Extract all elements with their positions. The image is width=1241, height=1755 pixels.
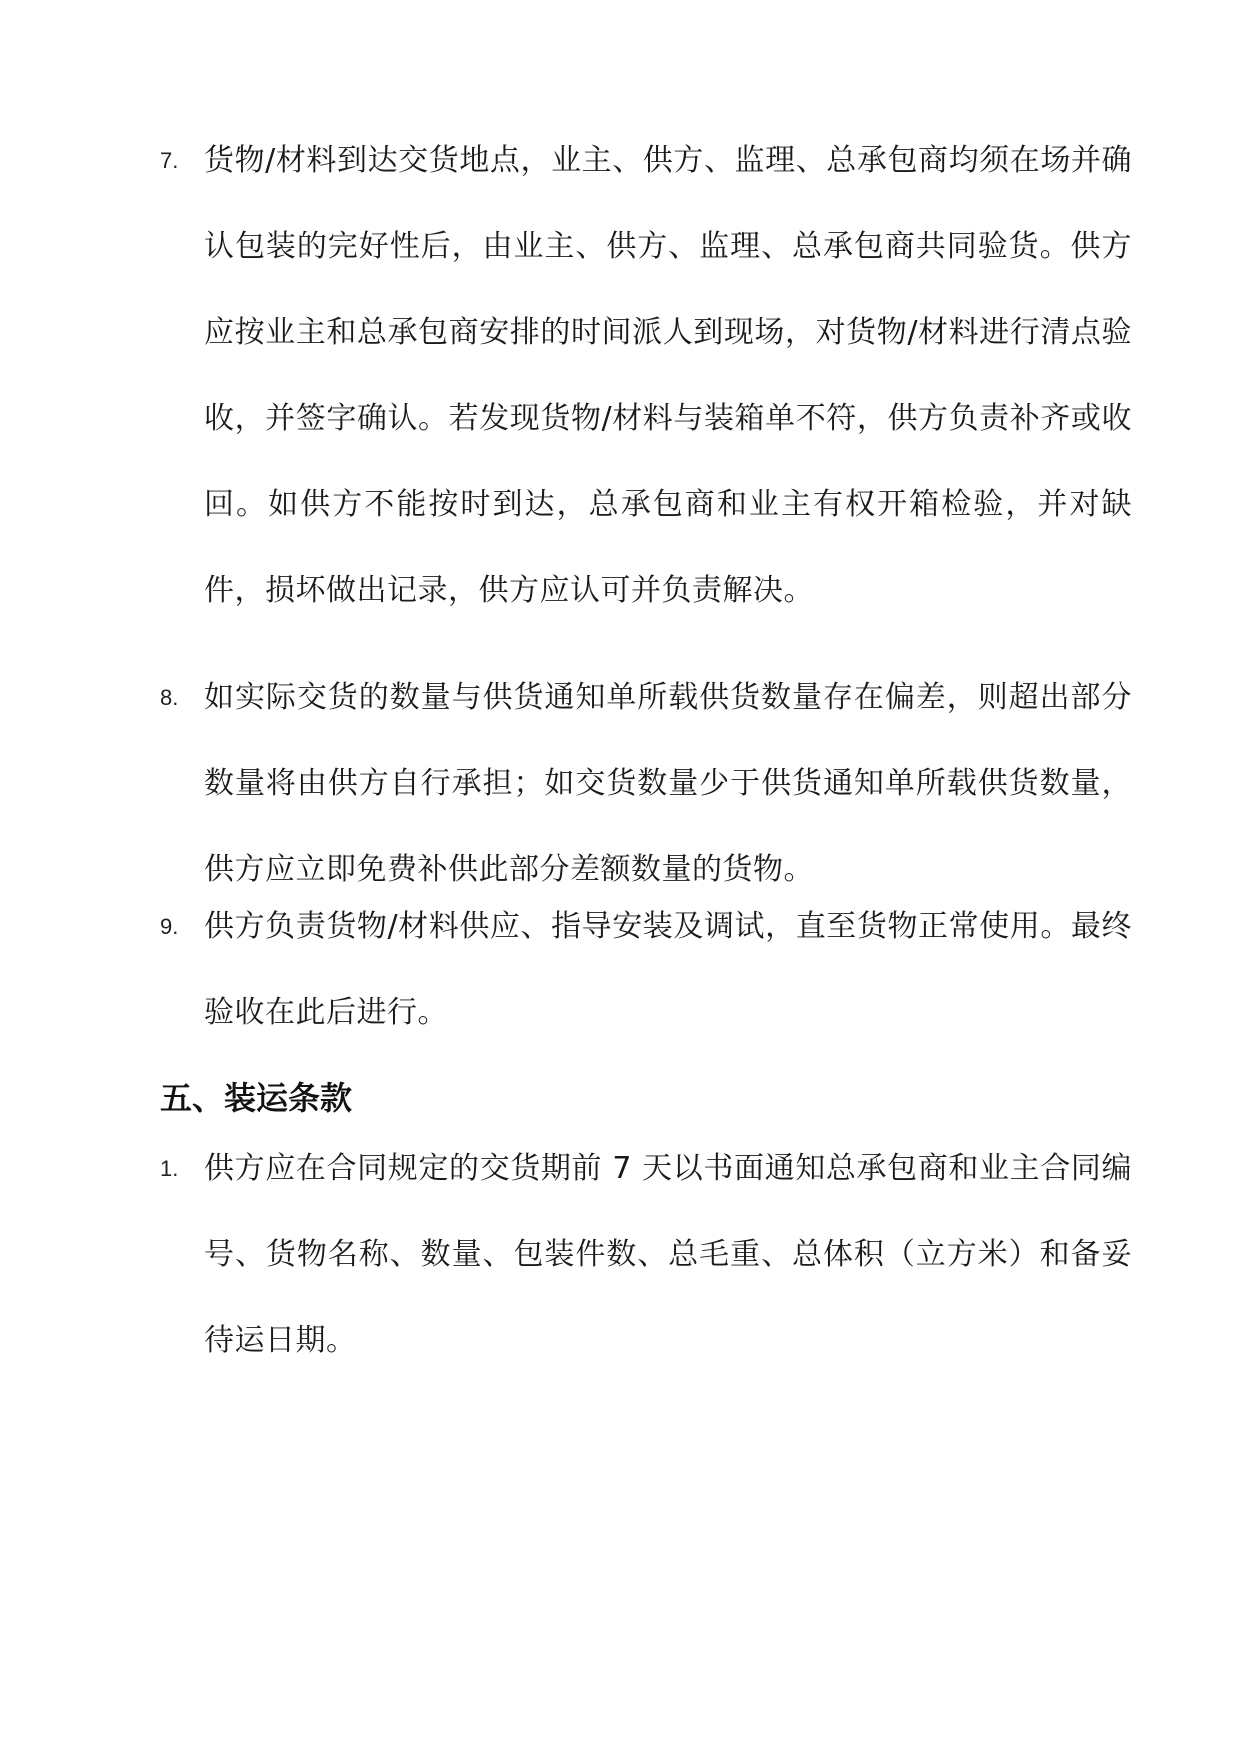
list-item-7 <box>160 118 1135 634</box>
list-item-8 <box>160 655 1135 913</box>
section-heading: 五、装运条款 <box>160 1079 353 1117</box>
list-number: 1. <box>160 1156 179 1181</box>
list-item-text: 供方负责货物/材料供应、指导安装及调试，直至货物正常使用。最终验收在此后进行。 <box>204 909 1132 1030</box>
list-item-text: 如实际交货的数量与供货通知单所载供货数量存在偏差，则超出部分数量将由供方自行承担；如交货数量少于供货通知单所载供货数量，供方应立即免费补供此部分差额数量的货物。 <box>204 680 1132 887</box>
list-item-text: 供方应在合同规定的交货期前 7 天以书面通知总承包商和业主合同编号、货物名称、数量、包装件数、总毛重、总体积（立方米）和备妥待运日期。 <box>204 1151 1132 1358</box>
list-item-text: 货物/材料到达交货地点，业主、供方、监理、总承包商均须在场并确认包装的完好性后，由业主、供方、监理、总承包商共同验货。供方应按业主和总承包商安排的时间派人到现场，对货物/材料进行清点验收，并签字确认。若发现货物/材料与装箱单不符，供方负责补齐或收回。如供方不能按时到达，总承包商和业主有权开箱检验，并对缺件，损坏做出记录，供方应认可并负责解决。 <box>204 143 1132 608</box>
list-item-9 <box>160 884 1135 1056</box>
list-number: 8. <box>160 685 179 710</box>
list-number: 9. <box>160 914 179 939</box>
list-item-1 <box>160 1126 1135 1384</box>
list-number: 7. <box>160 148 179 173</box>
